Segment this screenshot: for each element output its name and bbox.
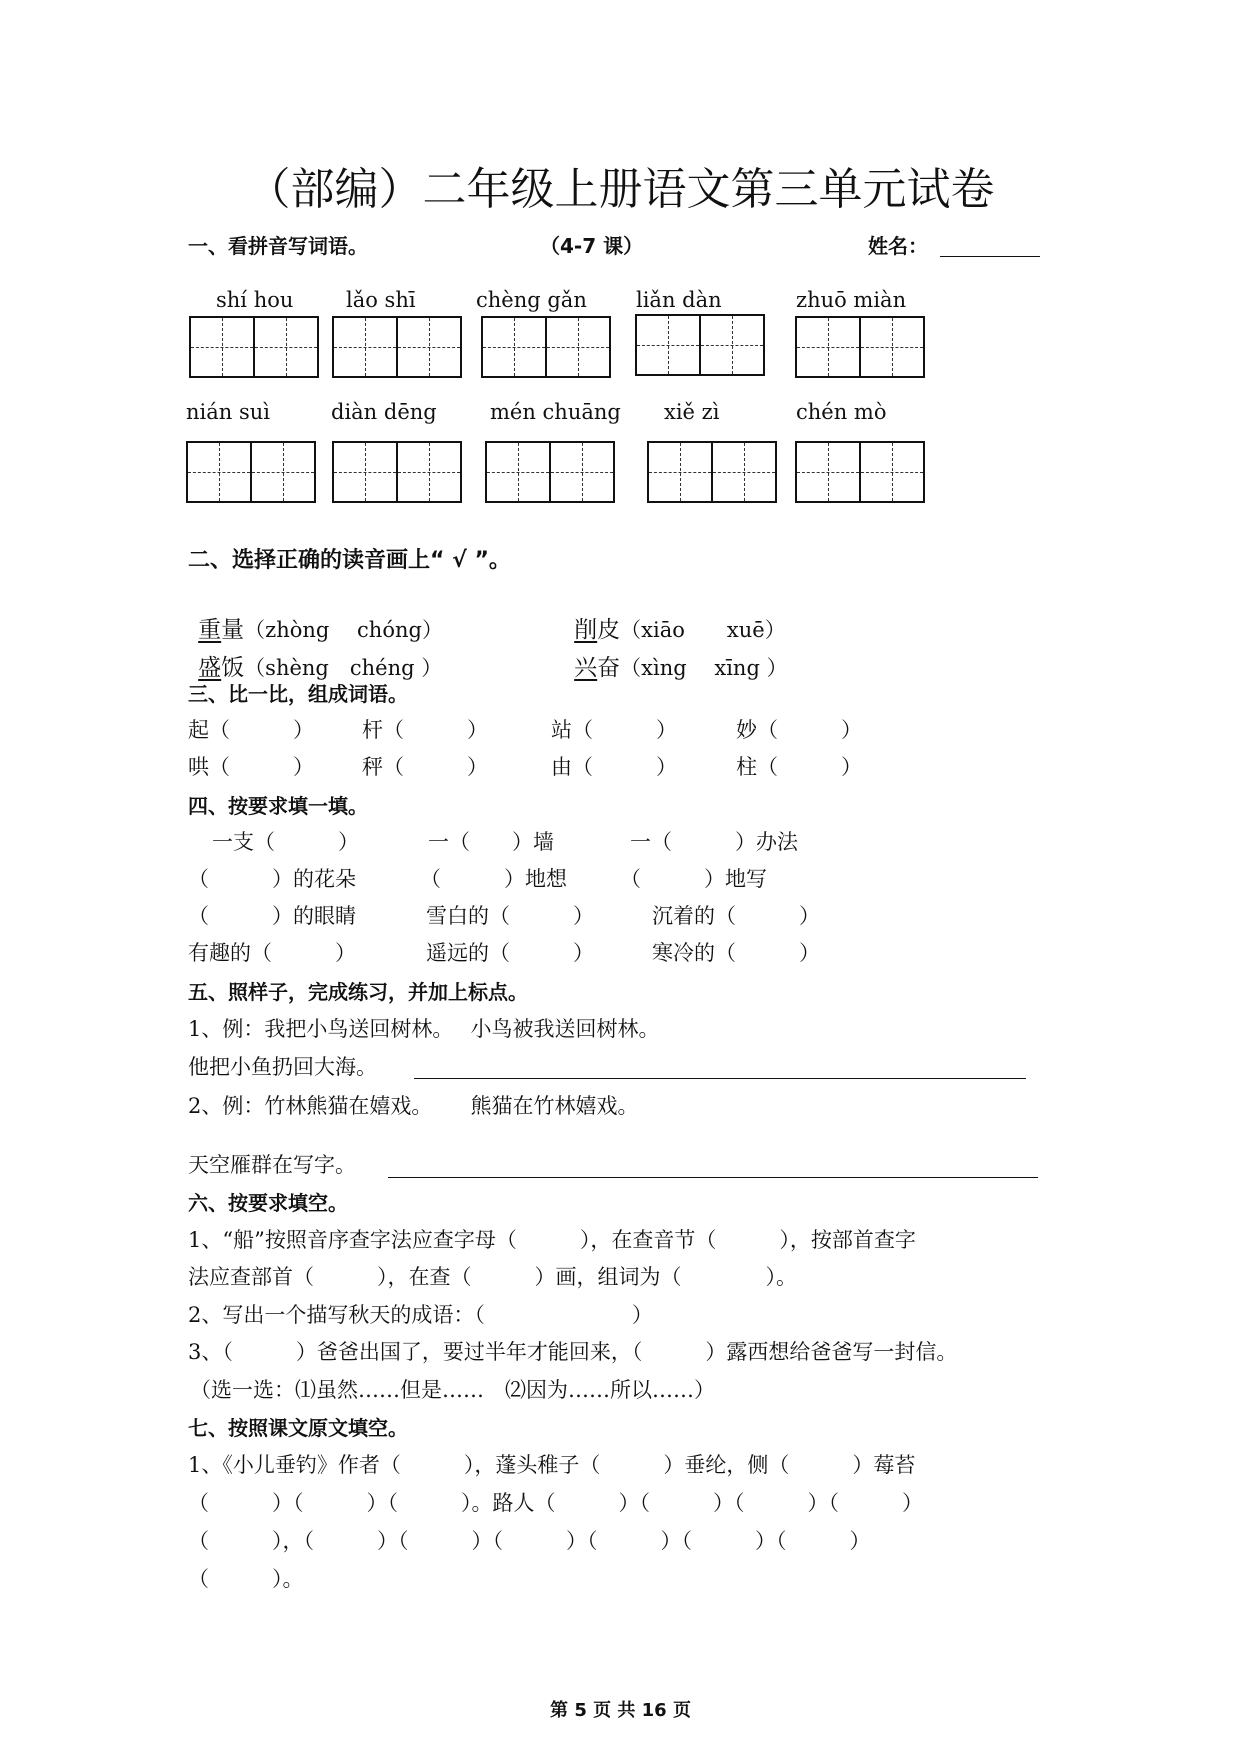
section6-heading: 六、按要求填空。 [188,1191,348,1215]
fill-item[interactable]: 遥远的（ ） [426,941,594,965]
pinyin-options[interactable]: （zhòng chóng） [244,618,443,642]
fill-item[interactable]: 沉着的（ ） [652,904,820,928]
section6-line-4[interactable]: 3、（ ）爸爸出国了，要过半年才能回来，（ ）露西想给爸爸写一封信。 [188,1340,958,1364]
word-rest: 皮 [597,617,621,643]
fill-item[interactable]: （ ）地想 [420,867,567,891]
fill-item[interactable]: 雪白的（ ） [426,904,594,928]
example-1: 1、例：我把小鸟送回树林。 小鸟被我送回树林。 [188,1017,660,1041]
compare-item[interactable]: 由（ ） [551,755,677,779]
pinyin-options[interactable]: （xiāo xuē） [620,618,786,642]
section3-heading: 三、比一比，组成词语。 [188,682,408,706]
pinyin-9: xiě zì [664,400,720,424]
fill-item[interactable]: （ ）的眼睛 [188,904,356,928]
reading-item [188,603,443,642]
compare-item[interactable]: 哄（ ） [188,755,314,779]
target-char: 削 [574,617,598,643]
pinyin-5: zhuō miàn [796,288,907,312]
fill-item[interactable]: （ ）的花朵 [188,867,356,891]
section5-heading: 五、照样子，完成练习，并加上标点。 [188,980,528,1004]
section6-line-3[interactable]: 2、写出一个描写秋天的成语：（ ） [188,1303,653,1327]
compare-item[interactable]: 秤（ ） [362,755,488,779]
section6-line-1[interactable]: 1、“船”按照音序查字法应查字母（ ），在查音节（ ），按部首查字 [188,1228,916,1252]
fill-item[interactable]: 有趣的（ ） [188,941,356,965]
target-char: 兴 [574,655,598,681]
section4-heading: 四、按要求填一填。 [188,794,368,818]
lesson-range: （4-7 课） [540,234,644,258]
question-2: 天空雁群在写字。 [188,1153,356,1177]
name-label: 姓名： [868,234,928,258]
reading-item [564,603,786,642]
reading-item [188,641,442,680]
pinyin-7: diàn dēng [331,400,437,424]
pinyin-10: chén mò [796,400,887,424]
word-rest: 奋 [597,655,621,681]
section7-line-2[interactable]: （ ）（ ）（ ）。路人（ ）（ ）（ ）（ ） [188,1491,923,1515]
section7-line-1[interactable]: 1、《小儿垂钓》作者（ ），蓬头稚子（ ）垂纶，侧（ ）莓苔 [188,1453,916,1477]
pinyin-6: nián suì [186,400,270,424]
name-blank[interactable] [940,256,1040,257]
compare-item[interactable]: 柱（ ） [736,755,862,779]
compare-item[interactable]: 站（ ） [551,718,677,742]
question-1: 他把小鱼扔回大海。 [188,1055,377,1079]
fill-item[interactable]: （ ）地写 [620,867,767,891]
pinyin-options[interactable]: （xìng xīng ） [620,656,788,680]
word-rest: 饭 [221,655,245,681]
page-number: 第 5 页 共 16 页 [550,1700,691,1721]
pinyin-2: lǎo shī [346,288,416,312]
target-char: 重 [198,617,222,643]
section1-heading: 一、看拼音写词语。 [188,234,368,258]
compare-item[interactable]: 妙（ ） [736,718,862,742]
section7-line-4[interactable]: （ ）。 [188,1567,304,1591]
answer-line-1[interactable] [414,1078,1026,1079]
section7-line-3[interactable]: （ ），（ ）（ ）（ ）（ ）（ ）（ ） [188,1529,871,1553]
fill-item[interactable]: 一支（ ） [212,830,359,854]
compare-item[interactable]: 杆（ ） [362,718,488,742]
pinyin-4: liǎn dàn [636,288,722,312]
answer-line-2[interactable] [388,1177,1038,1178]
section6-line-5: （选一选：⑴虽然……但是…… ⑵因为……所以……） [190,1378,715,1402]
word-rest: 量 [221,617,245,643]
page-title: （部编）二年级上册语文第三单元试卷 [246,164,995,215]
section2-heading: 二、选择正确的读音画上“ √ ”。 [188,548,511,573]
section7-heading: 七、按照课文原文填空。 [188,1416,408,1440]
pinyin-3: chèng gǎn [476,288,587,312]
fill-item[interactable]: 寒冷的（ ） [652,941,820,965]
example-2: 2、例：竹林熊猫在嬉戏。 熊猫在竹林嬉戏。 [188,1094,639,1118]
reading-item [564,641,788,680]
pinyin-options[interactable]: （shèng chéng ） [244,656,443,680]
pinyin-1: shí hou [216,288,294,312]
pinyin-8: mén chuāng [490,400,621,424]
target-char: 盛 [198,655,222,681]
fill-item[interactable]: 一（ ）墙 [428,830,554,854]
compare-item[interactable]: 起（ ） [188,718,314,742]
fill-item[interactable]: 一（ ）办法 [630,830,798,854]
section6-line-2[interactable]: 法应查部首（ ），在查（ ）画，组词为（ ）。 [188,1265,797,1289]
